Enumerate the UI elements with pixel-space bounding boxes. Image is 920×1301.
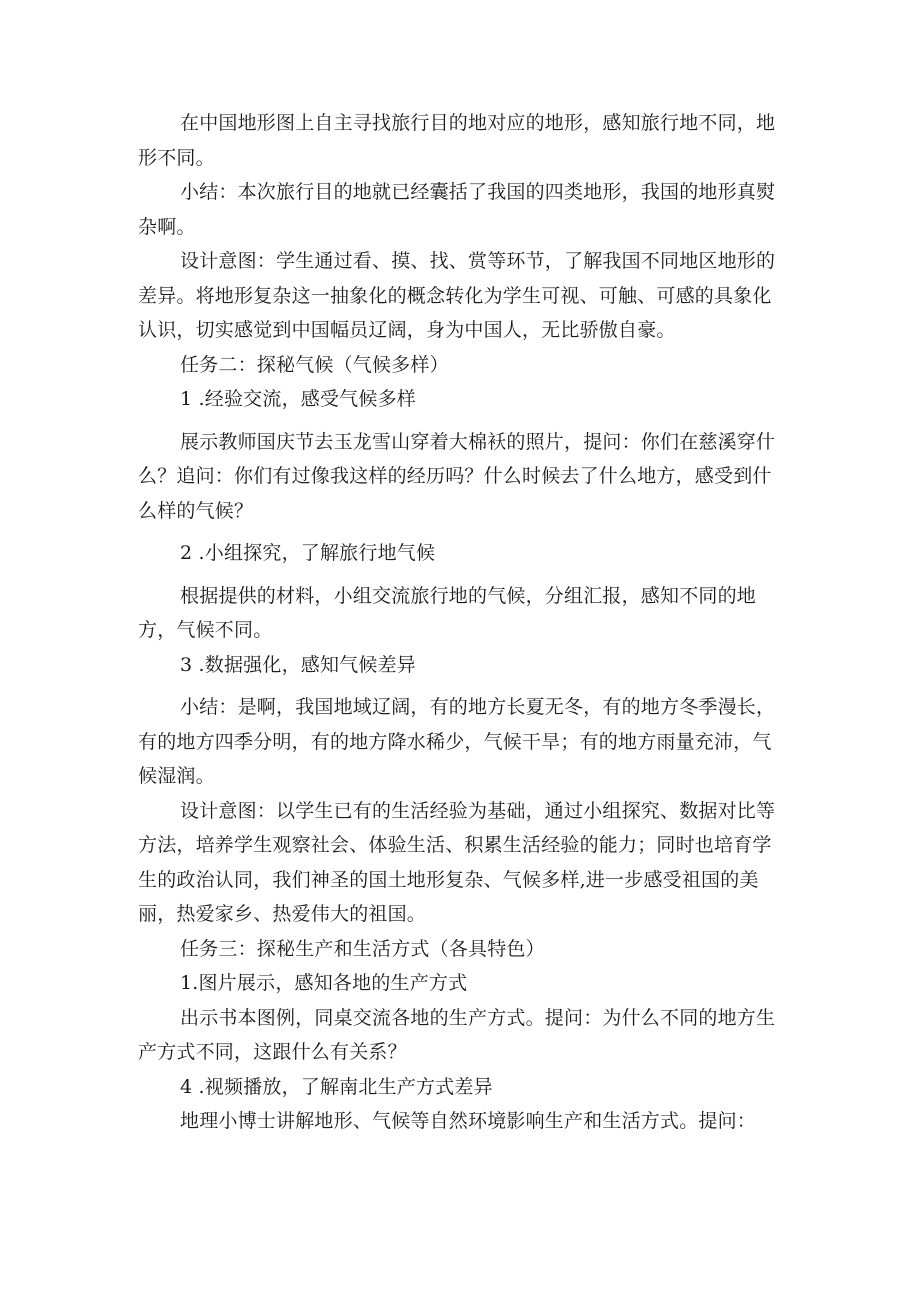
heading-task-three: 任务三：探秘生产和生活方式（各具特色）: [180, 937, 545, 960]
paragraph-book-examples: 出示书本图例，同桌交流各地的生产方式。提问：为什么不同的地方生产方式不同，这跟什么有关系？: [138, 1006, 776, 1063]
paragraph-group-report: 根据提供的材料，小组交流旅行地的气候，分组汇报，感知不同的地方，气候不同。: [138, 584, 757, 641]
heading-step-1-experience: 1 .经验交流，感受气候多样: [180, 388, 416, 410]
heading-step-3-data: 3 .数据强化，感知气候差异: [180, 653, 416, 676]
heading-task-two: 任务二：探秘气候（气候多样）: [180, 353, 449, 376]
paragraph-summary-climate: 小结：是啊，我国地域辽阔，有的地方长夏无冬，有的地方冬季漫长，有的地方四季分明，有的地方降水稀少，气候干旱；有的地方雨量充沛，气候湿润。: [138, 696, 776, 787]
document-page: [138, 106, 790, 1139]
heading-step-4-video: 4 .视频播放，了解南北生产方式差异: [180, 1075, 493, 1098]
heading-step-1-images: 1.图片展示，感知各地的生产方式: [180, 972, 468, 994]
paragraph-summary-terrain: 小结：本次旅行目的地就已经囊括了我国的四类地形，我国的地形真熨杂啊。: [138, 181, 776, 238]
paragraph-design-intent-2: 设计意图：以学生已有的生活经验为基础，通过小组探究、数据对比等方法，培养学生观察社会、体验生活、积累生活经验的能力；同时也培育学生的政治认同，我们神圣的国土地形复杂、气候多样,进一步感受祖国的美丽，热爱家乡、热爱伟大的祖国。: [138, 799, 776, 925]
heading-step-2-group: 2 .小组探究，了解旅行地气候: [180, 542, 436, 564]
paragraph-photo-question: 展示教师国庆节去玉龙雪山穿着大棉袄的照片，提问：你们在慈溪穿什么？追问：你们有过像我这样的经历吗？什么时候去了什么地方，感受到什么样的气候？: [138, 430, 776, 522]
paragraph-design-intent-1: 设计意图：学生通过看、摸、找、赏等环节，了解我国不同地区地形的差异。将地形复杂这一抽象化的概念转化为学生可视、可触、可感的具象化认识，切实感觉到中国幅员辽阔，身为中国人，无比骄傲自豪。: [138, 250, 776, 341]
paragraph-terrain-map: 在中国地形图上自主寻找旅行目的地对应的地形，感知旅行地不同，地形不同。: [138, 112, 776, 169]
paragraph-geography-doctor: 地理小博士讲解地形、气候等自然环境影响生产和生活方式。提问：: [180, 1110, 757, 1132]
